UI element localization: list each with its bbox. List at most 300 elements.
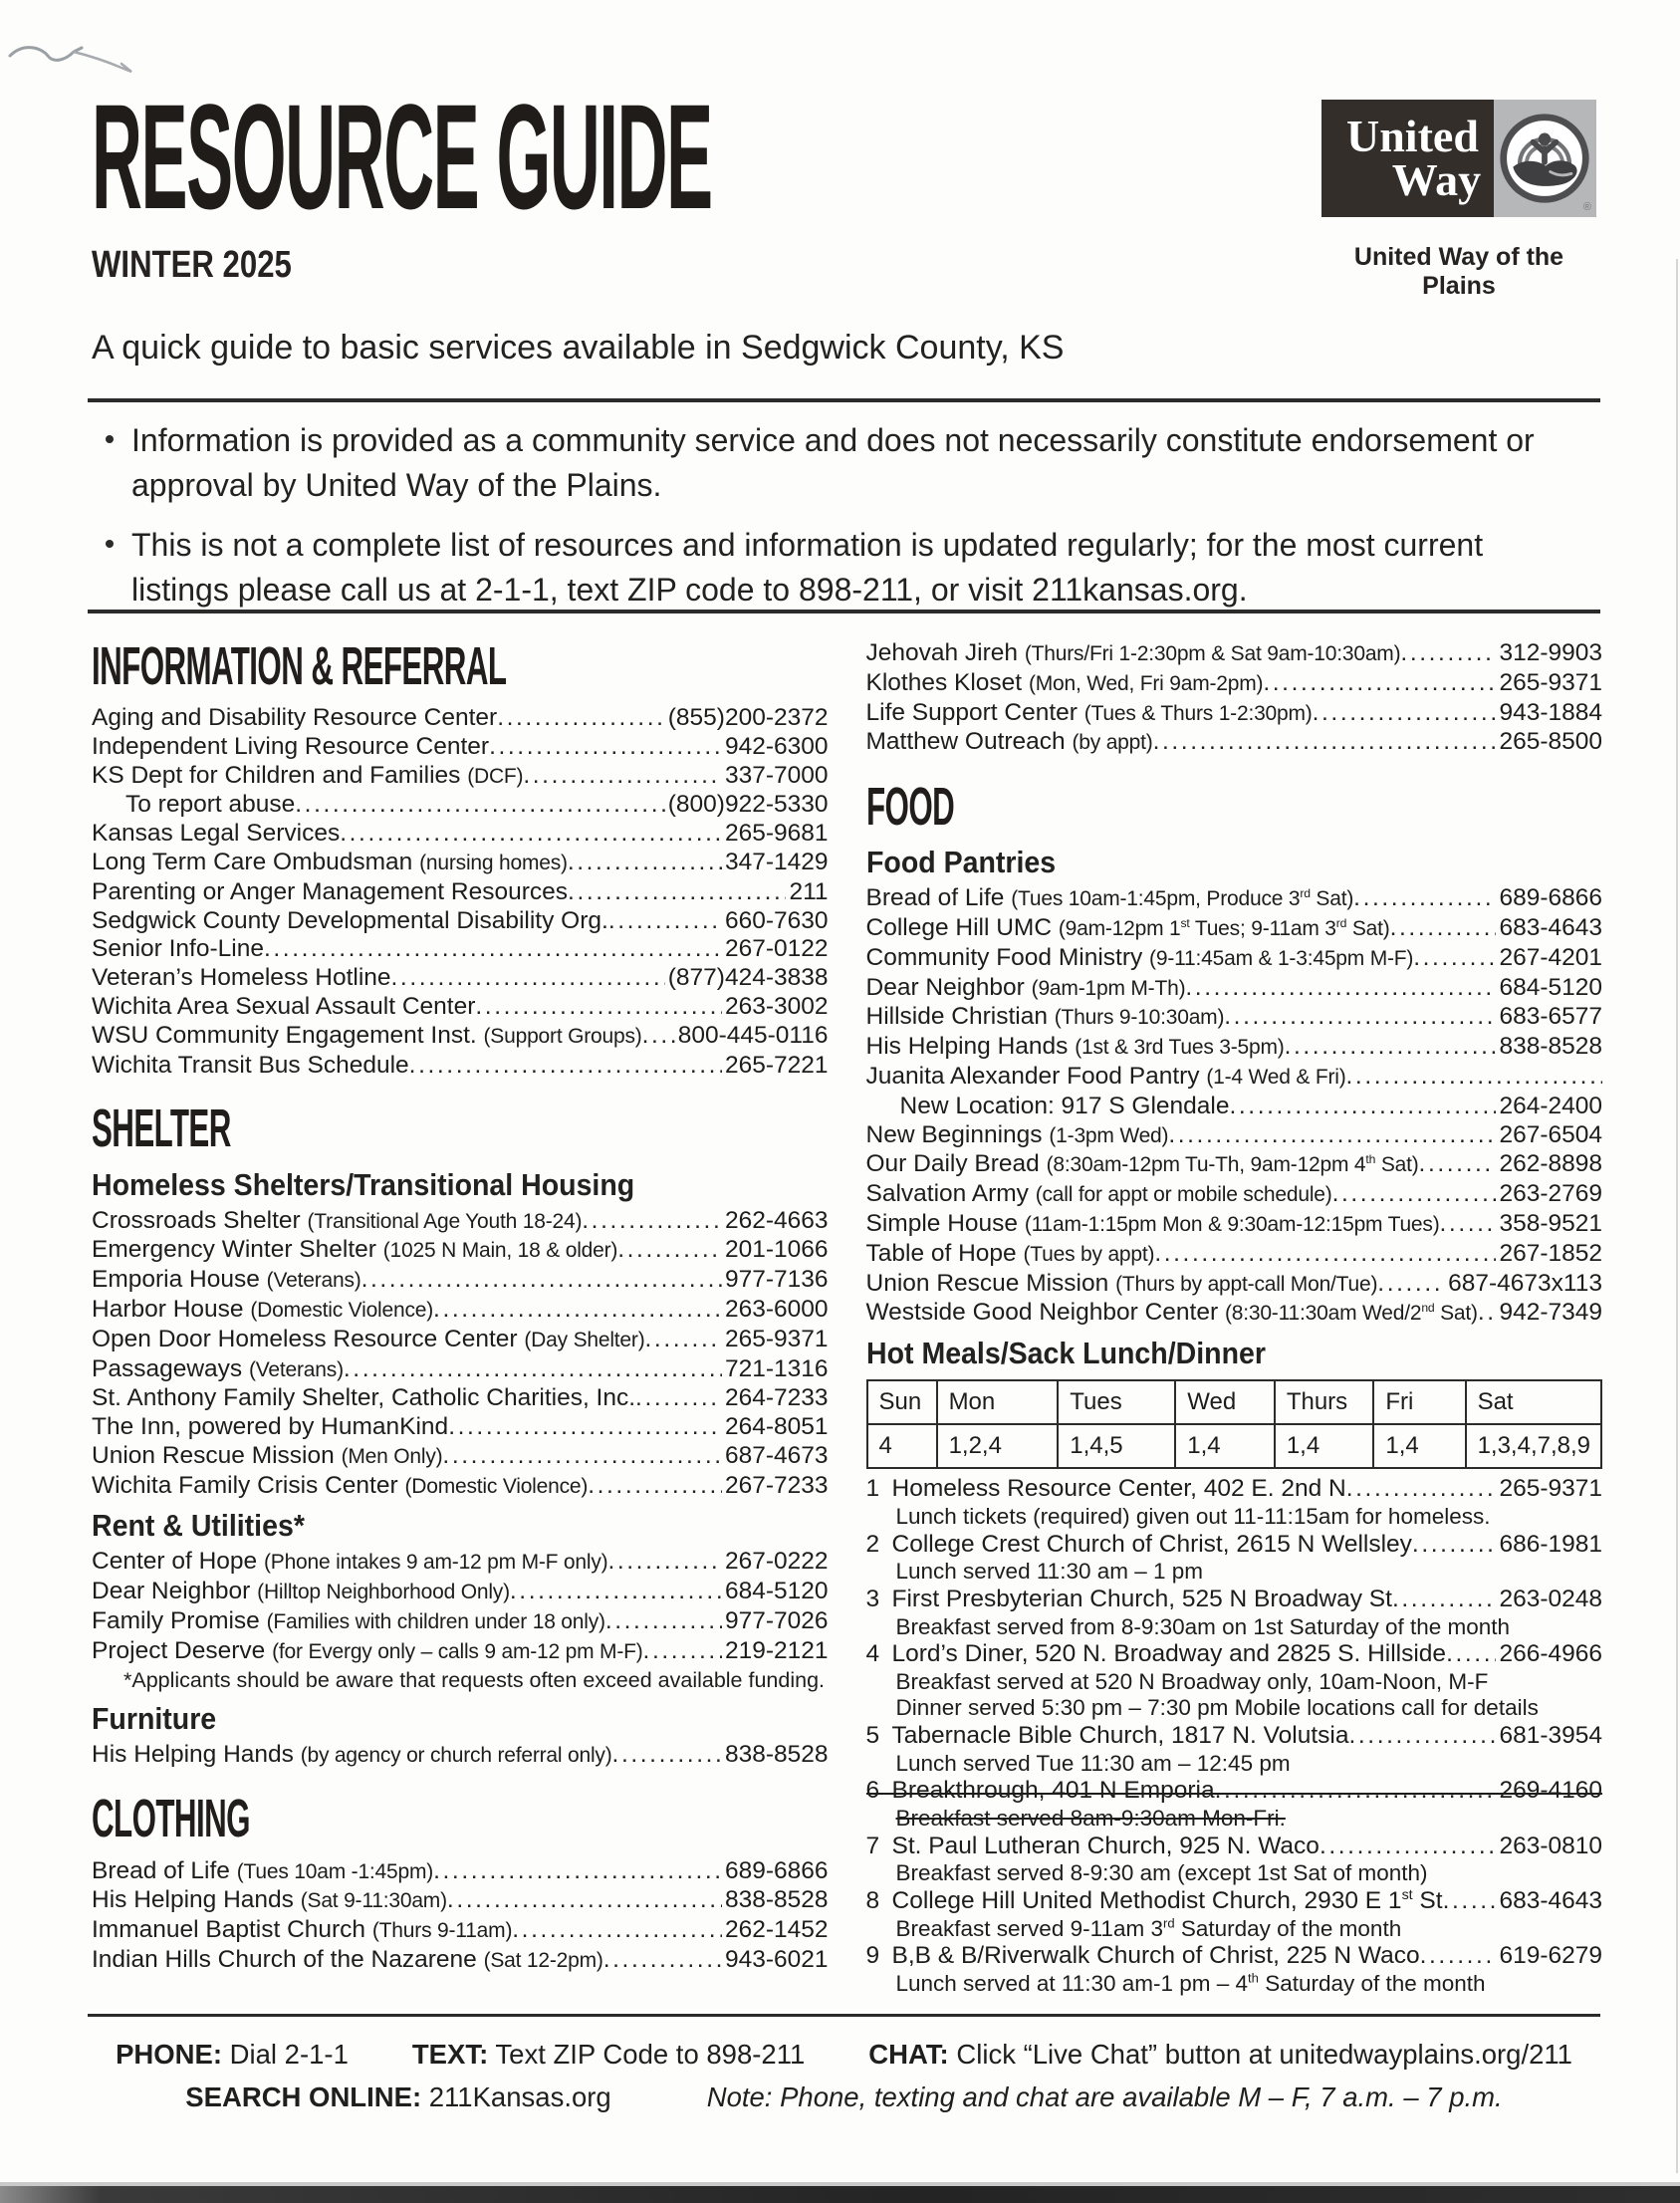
entry-phone: 262-1452	[724, 1916, 829, 1944]
footer-text-label: TEXT:	[411, 2039, 489, 2070]
entry-phone: 683-4643	[1499, 914, 1602, 942]
footer-text-value: Text ZIP Code to 898-211	[495, 2039, 806, 2070]
subsection-heading-text: Food Pantries	[865, 845, 1056, 880]
entry-phone: 684-5120	[724, 1578, 829, 1605]
entry-phone: 681-3954	[1499, 1721, 1602, 1749]
entry-phone: 263-3002	[724, 993, 829, 1021]
entry-label: Union Rescue Mission (Thurs by appt-call Mon/Tue)	[865, 1269, 1378, 1297]
entry-number: 3	[865, 1585, 880, 1612]
dot-leader	[1419, 1150, 1497, 1179]
entry-hours-note: (Support Groups)	[483, 1024, 642, 1048]
dot-leader	[635, 1384, 722, 1413]
directory-entry	[866, 669, 1603, 699]
directory-columns	[92, 639, 1602, 2014]
entry-label: Dear Neighbor (9am-1pm M-Th)	[865, 973, 1186, 1001]
entry-label: Passageways (Veterans)	[92, 1354, 344, 1382]
dot-leader	[344, 1355, 722, 1384]
entry-label: Open Door Homeless Resource Center (Day Shelter)	[92, 1325, 645, 1352]
dot-leader	[642, 1022, 675, 1051]
dot-leader	[1400, 639, 1496, 668]
entry-hours-note: (Sat 9-11:30am)	[300, 1889, 447, 1913]
entry-hours-note: (by agency or church referral only)	[300, 1743, 612, 1767]
section-heading	[92, 639, 829, 694]
document-header	[92, 73, 1596, 367]
entry-hours-note: (Veterans)	[248, 1357, 344, 1381]
directory-entry	[866, 1093, 1603, 1121]
entry-detail	[866, 1860, 1603, 1887]
directory-entry	[92, 1236, 829, 1266]
entry-phone: 262-4663	[724, 1206, 829, 1234]
entry-label: College Crest Church of Christ, 2615 N Wellsley	[891, 1530, 1412, 1558]
entry-label: Jehovah Jireh (Thurs/Fri 1-2:30pm & Sat 9am-10:30am)	[865, 639, 1401, 666]
dot-leader	[1377, 1270, 1445, 1299]
dot-leader	[603, 1946, 722, 1975]
dot-leader	[1446, 1640, 1496, 1669]
dot-leader	[1215, 1777, 1497, 1806]
footer-text	[412, 2039, 805, 2071]
directory-entry	[92, 1442, 829, 1472]
entry-label: College Hill UMC (9am-12pm 1st Tues; 9-11am 3rd Sat)	[865, 914, 1390, 942]
disclaimer-list	[96, 418, 1596, 627]
entry-detail-text: Breakfast served 8-9:30 am (except 1st Sat of month)	[895, 1860, 1428, 1886]
schedule-day-header: Tues	[1058, 1380, 1175, 1424]
entry-phone: 265-8500	[1499, 728, 1602, 756]
entry-hours-note: (Veterans)	[266, 1269, 361, 1293]
directory-entry	[92, 1052, 829, 1081]
directory-entry	[92, 1472, 829, 1502]
entry-label: Veteran’s Homeless Hotline	[92, 964, 391, 992]
entry-detail	[866, 1971, 1603, 1998]
logo-word-way: Way	[1391, 154, 1482, 205]
divider-top	[88, 398, 1600, 402]
directory-entry	[92, 1607, 829, 1637]
entry-phone: 683-6577	[1499, 1003, 1602, 1031]
schedule-day-header: Fri	[1373, 1380, 1465, 1424]
entry-label: Family Promise (Families with children under 18 only)	[92, 1607, 605, 1635]
united-way-icon	[1497, 111, 1592, 206]
dot-leader	[568, 878, 786, 907]
dot-leader	[1185, 974, 1496, 1003]
entry-label: His Helping Hands (Sat 9-11:30am)	[92, 1886, 447, 1914]
schedule-day-header: Wed	[1175, 1380, 1275, 1424]
directory-entry	[866, 1270, 1603, 1300]
entry-hours-note: (Tues 10am -1:45pm)	[236, 1859, 434, 1883]
dot-leader	[608, 907, 722, 936]
subsection-heading-text: Hot Meals/Sack Lunch/Dinner	[865, 1336, 1266, 1371]
entry-phone: 263-0248	[1499, 1585, 1602, 1612]
hot-meal-entry	[866, 1722, 1603, 1751]
entry-detail-text: Dinner served 5:30 pm – 7:30 pm Mobile locations call for details	[895, 1695, 1539, 1721]
dot-leader	[582, 1207, 722, 1236]
entry-phone: 267-6504	[1499, 1120, 1602, 1148]
directory-entry	[92, 733, 829, 762]
entry-phone: 684-5120	[1499, 973, 1602, 1001]
dot-leader	[361, 1266, 722, 1295]
directory-entry	[866, 1063, 1603, 1093]
entry-label: His Helping Hands (1st & 3rd Tues 3-5pm)	[865, 1033, 1285, 1061]
entry-phone: 619-6279	[1499, 1942, 1602, 1970]
entry-hours-note: (Men Only)	[341, 1444, 443, 1468]
entry-hours-note: (1st & 3rd Tues 3-5pm)	[1075, 1036, 1285, 1060]
directory-entry	[92, 1266, 829, 1296]
entry-detail-text: Breakfast served from 8-9:30am on 1st Saturday of the month	[895, 1613, 1511, 1639]
section-heading-text: FOOD	[865, 777, 954, 838]
entry-phone: (877)424-3838	[667, 964, 829, 992]
entry-phone: 943-6021	[724, 1945, 829, 1973]
directory-entry	[92, 1384, 829, 1413]
entry-phone: 265-9371	[1499, 668, 1602, 696]
entry-label: To report abuse	[125, 791, 296, 819]
entry-hours-note: (1-3pm Wed)	[1049, 1123, 1169, 1147]
entry-hours-note: (Tues by appt)	[1023, 1242, 1155, 1266]
directory-entry	[92, 762, 829, 792]
logo-word-united: United	[1346, 111, 1479, 162]
directory-entry	[866, 639, 1603, 669]
entry-label: Senior Info-Line	[92, 935, 264, 963]
entry-phone: 265-9681	[724, 820, 829, 848]
entry-detail	[866, 1806, 1603, 1833]
dot-leader	[1332, 1180, 1497, 1209]
entry-label: Klothes Kloset (Mon, Wed, Fri 9am-2pm)	[865, 668, 1264, 696]
dot-leader	[1353, 884, 1496, 913]
dot-leader	[1440, 1210, 1497, 1239]
entry-phone: 201-1066	[724, 1236, 829, 1264]
document-footer	[88, 2014, 1600, 2113]
schedule-day-header: Sun	[867, 1380, 937, 1424]
entry-number: 1	[865, 1475, 880, 1503]
dot-leader	[1346, 1475, 1497, 1504]
hot-meals-schedule-table	[866, 1379, 1603, 1469]
directory-entry	[92, 1355, 829, 1385]
entry-detail-text: Breakfast served at 520 N Broadway only, 10am-Noon, M-F	[895, 1668, 1489, 1694]
edition-text: WINTER 2025	[92, 243, 292, 286]
entry-detail-text: Breakfast served 8am-9:30am Mon-Fri.	[895, 1806, 1286, 1831]
schedule-codes-cell: 1,4	[1373, 1424, 1465, 1468]
hot-meal-entry	[866, 1942, 1603, 1971]
dot-leader	[1168, 1121, 1496, 1150]
entry-label: Project Deserve (for Evergy only – calls 9 am-12 pm M-F)	[92, 1636, 643, 1664]
entry-phone: 689-6866	[1499, 884, 1602, 912]
footer-chat-label: CHAT:	[868, 2039, 949, 2070]
subsection-heading	[92, 1701, 829, 1737]
footer-chat-value: Click “Live Chat” button at unitedwayplains.org/211	[956, 2039, 1572, 2070]
dot-leader	[510, 1578, 722, 1606]
section-heading-text: CLOTHING	[92, 1789, 250, 1849]
entry-label: Aging and Disability Resource Center	[92, 704, 498, 732]
entry-phone: (800)922-5330	[667, 791, 829, 819]
directory-entry	[866, 1180, 1603, 1210]
united-way-logo	[1321, 100, 1596, 301]
entry-phone: 267-1852	[1499, 1239, 1602, 1267]
directory-entry	[866, 1240, 1603, 1270]
directory-entry	[866, 1299, 1603, 1329]
dot-leader	[617, 1236, 722, 1265]
entry-label: Union Rescue Mission (Men Only)	[92, 1441, 443, 1469]
united-way-logo-box	[1321, 100, 1596, 217]
entry-label: Matthew Outreach (by appt)	[865, 728, 1153, 756]
directory-entry	[92, 935, 829, 964]
directory-entry	[92, 1022, 829, 1052]
entry-hours-note: (Thurs/Fri 1-2:30pm & Sat 9am-10:30am)	[1024, 642, 1401, 665]
dot-leader	[1320, 1833, 1497, 1861]
divider-footer	[88, 2014, 1600, 2017]
entry-number: 9	[865, 1942, 880, 1970]
entry-label: Salvation Army (call for appt or mobile schedule)	[865, 1180, 1332, 1208]
entry-label: Life Support Center (Tues & Thurs 1-2:30pm)	[865, 698, 1313, 726]
entry-detail-text: Lunch served Tue 11:30 am – 12:45 pm	[895, 1750, 1291, 1776]
dot-leader	[605, 1607, 722, 1636]
entry-phone: 211	[789, 877, 829, 905]
entry-label: Indian Hills Church of the Nazarene (Sat 12-2pm)	[92, 1945, 603, 1973]
subsection-heading-text: Homeless Shelters/Transitional Housing	[92, 1166, 635, 1202]
entry-phone: 347-1429	[724, 849, 829, 876]
subsection-heading-text: Rent & Utilities*	[92, 1508, 305, 1544]
schedule-codes-cell: 1,4,5	[1058, 1424, 1175, 1468]
entry-label: Wichita Transit Bus Schedule	[92, 1051, 409, 1079]
entry-label: Community Food Ministry (9-11:45am & 1-3:45pm M-F)	[865, 943, 1414, 971]
hot-meal-entry	[866, 1833, 1603, 1861]
schedule-codes-cell: 1,4	[1175, 1424, 1275, 1468]
entry-phone: 687-4673	[724, 1441, 829, 1469]
entry-detail-text: Lunch tickets (required) given out 11-11:15am for homeless.	[895, 1504, 1491, 1530]
entry-label: Homeless Resource Center, 402 E. 2nd N	[891, 1475, 1346, 1503]
entry-detail-text: Lunch served at 11:30 am-1 pm – 4th Saturday of the month	[895, 1970, 1486, 1996]
entry-hours-note: (Tues 10am-1:45pm, Produce 3rd Sat)	[1011, 886, 1354, 911]
directory-entry	[92, 1207, 829, 1237]
entry-detail-text: Breakfast served 9-11am 3rd Saturday of the month	[895, 1915, 1402, 1941]
entry-hours-note: (Mon, Wed, Fri 9am-2pm)	[1028, 671, 1264, 695]
directory-entry	[92, 1326, 829, 1355]
schedule-codes-cell: 1,4	[1275, 1424, 1374, 1468]
entry-label: Westside Good Neighbor Center (8:30-11:30am Wed/2nd Sat)	[865, 1299, 1478, 1327]
united-way-emblem	[1494, 100, 1596, 217]
entry-phone: 266-4966	[1499, 1640, 1602, 1668]
directory-entry	[92, 1296, 829, 1326]
entry-detail	[866, 1916, 1603, 1943]
directory-entry	[866, 1003, 1603, 1033]
directory-entry	[866, 728, 1603, 758]
entry-phone: 660-7630	[724, 906, 829, 934]
entry-hours-note: (nursing homes)	[419, 852, 568, 875]
hot-meal-entry	[866, 1475, 1603, 1504]
entry-label: Immanuel Baptist Church (Thurs 9-11am)	[92, 1916, 513, 1944]
footer-search-value: 211Kansas.org	[428, 2081, 611, 2112]
divider-mid	[88, 610, 1600, 613]
entry-label: KS Dept for Children and Families (DCF)	[92, 761, 524, 789]
entry-label: Wichita Area Sexual Assault Center	[92, 993, 476, 1021]
entry-label: Long Term Care Ombudsman (nursing homes)	[92, 849, 568, 876]
entry-label: Juanita Alexander Food Pantry (1-4 Wed & Fri)	[865, 1063, 1346, 1091]
subsection-heading-text: Furniture	[92, 1700, 217, 1736]
dot-leader	[433, 1296, 722, 1325]
footer-search-line	[88, 2081, 1600, 2113]
dot-leader	[1390, 914, 1497, 943]
entry-label: Hillside Christian (Thurs 9-10:30am)	[865, 1003, 1225, 1031]
entry-hours-note: (Transitional Age Youth 18-24)	[307, 1209, 583, 1233]
dot-leader	[489, 733, 722, 762]
entry-detail-text: Lunch served 11:30 am – 1 pm	[895, 1559, 1204, 1585]
entry-hours-note: (Families with children under 18 only)	[266, 1610, 605, 1634]
dot-leader	[1478, 1299, 1497, 1328]
schedule-codes-cell: 1,3,4,7,8,9	[1466, 1424, 1601, 1468]
dot-leader	[1153, 728, 1497, 757]
entry-phone: 800-445-0116	[677, 1021, 829, 1049]
dot-leader	[1420, 1942, 1497, 1971]
entry-hours-note: (call for appt or mobile schedule)	[1035, 1183, 1332, 1207]
dot-leader	[512, 1916, 722, 1945]
entry-label: WSU Community Engagement Inst. (Support Groups)	[92, 1021, 642, 1049]
directory-entry	[92, 1548, 829, 1578]
entry-phone: 269-4160	[1499, 1777, 1602, 1805]
entry-phone: 838-8528	[724, 1886, 829, 1914]
entry-hours-note: (9am-12pm 1st Tues; 9-11am 3rd Sat)	[1058, 916, 1390, 941]
directory-entry	[92, 964, 829, 993]
footer-phone-value: Dial 2-1-1	[229, 2039, 349, 2070]
entry-phone: 262-8898	[1499, 1150, 1602, 1178]
dot-leader	[612, 1741, 722, 1770]
directory-entry	[92, 1857, 829, 1887]
hot-meal-entry	[866, 1640, 1603, 1669]
footer-phone-label: PHONE:	[116, 2039, 223, 2070]
directory-entry	[866, 914, 1603, 944]
entry-hours-note: (for Evergy only – calls 9 am-12 pm M-F)	[272, 1639, 643, 1663]
directory-entry	[92, 1916, 829, 1946]
directory-entry	[92, 849, 829, 878]
directory-entry	[866, 699, 1603, 729]
entry-label: Our Daily Bread (8:30am-12pm Tu-Th, 9am-12pm 4th Sat)	[865, 1150, 1419, 1178]
entry-label: Center of Hope (Phone intakes 9 am-12 pm M-F only)	[92, 1548, 608, 1576]
right-column	[866, 639, 1603, 2014]
footer-search	[185, 2081, 610, 2113]
dot-leader	[264, 935, 722, 964]
entry-detail	[866, 1504, 1603, 1531]
entry-phone: 267-0122	[724, 935, 829, 963]
entry-phone: 721-1316	[724, 1354, 829, 1382]
subsection-heading	[92, 1167, 829, 1203]
logo-caption: United Way of the Plains	[1353, 243, 1564, 300]
entry-label: Crossroads Shelter (Transitional Age Youth 18-24)	[92, 1206, 583, 1234]
entry-phone: 264-7233	[724, 1384, 829, 1412]
entry-label: His Helping Hands (by agency or church referral only)	[92, 1740, 612, 1768]
dot-leader	[1229, 1093, 1496, 1121]
entry-phone: 683-4643	[1499, 1886, 1602, 1914]
entry-phone: 265-9371	[724, 1325, 829, 1352]
entry-phone: 942-6300	[724, 732, 829, 760]
subsection-heading	[866, 845, 1603, 880]
disclaimer-item: Information is provided as a community service and does not necessarily constitute endorsement or approval by United Way of the Plains.	[96, 418, 1560, 509]
entry-number: 8	[865, 1886, 880, 1914]
hot-meal-entry	[866, 1586, 1603, 1614]
entry-hours-note: (Day Shelter)	[524, 1328, 645, 1351]
entry-phone: 838-8528	[724, 1740, 829, 1768]
entry-label: B,B & B/Riverwalk Church of Christ, 225 N Waco	[891, 1942, 1420, 1970]
dot-leader	[1412, 1531, 1497, 1560]
entry-label: Sedgwick County Developmental Disability Org.	[92, 906, 608, 934]
dot-leader	[497, 704, 665, 733]
entry-phone: 838-8528	[1499, 1033, 1602, 1061]
directory-entry	[92, 1637, 829, 1667]
entry-label: College Hill United Methodist Church, 2930 E 1st St	[891, 1886, 1443, 1914]
entry-label: Lord’s Diner, 520 N. Broadway and 2825 S. Hillside	[891, 1640, 1447, 1668]
directory-entry	[92, 1578, 829, 1607]
entry-label: Independent Living Resource Center	[92, 732, 490, 760]
entry-label: Wichita Family Crisis Center (Domestic Violence)	[92, 1471, 589, 1499]
entry-phone: 267-4201	[1499, 943, 1602, 971]
entry-label: Bread of Life (Tues 10am -1:45pm)	[92, 1856, 434, 1884]
entry-label: Bread of Life (Tues 10am-1:45pm, Produce 3rd Sat)	[865, 884, 1354, 912]
entry-phone: 686-1981	[1499, 1530, 1602, 1558]
hot-meal-entry	[866, 1777, 1603, 1806]
entry-hours-note: (Thurs 9-10:30am)	[1054, 1006, 1225, 1030]
dot-leader	[1285, 1033, 1497, 1062]
entry-label: St. Paul Lutheran Church, 925 N. Waco	[891, 1832, 1320, 1859]
section-heading	[92, 1789, 829, 1849]
entry-phone: 337-7000	[724, 761, 829, 789]
entry-label: Breakthrough, 401 N Emporia	[891, 1777, 1215, 1805]
entry-hours-note: (Tues & Thurs 1-2:30pm)	[1083, 701, 1313, 725]
entry-label: First Presbyterian Church, 525 N Broadway St	[891, 1585, 1392, 1612]
entry-phone: 264-8051	[724, 1413, 829, 1441]
left-column	[92, 639, 829, 2014]
entry-phone: 263-6000	[724, 1295, 829, 1323]
entry-phone: (855)200-2372	[667, 704, 829, 732]
schedule-day-header: Mon	[937, 1380, 1059, 1424]
entry-number: 2	[865, 1530, 880, 1558]
entry-phone: 977-7136	[724, 1266, 829, 1294]
dot-leader	[1443, 1887, 1497, 1916]
entry-phone: 977-7026	[724, 1607, 829, 1635]
dot-leader	[1313, 699, 1497, 728]
directory-entry	[92, 1413, 829, 1442]
dot-leader	[409, 1052, 722, 1081]
entry-hours-note: (Thurs by appt-call Mon/Tue)	[1115, 1272, 1378, 1296]
entry-hours-note: (Domestic Violence)	[404, 1474, 589, 1498]
dot-leader	[1346, 1063, 1603, 1092]
hot-meal-entry	[866, 1531, 1603, 1560]
section-footnote: *Applicants should be aware that requests often exceed available funding.	[123, 1667, 825, 1692]
entry-hours-note: (8:30-11:30am Wed/2nd Sat)	[1224, 1301, 1478, 1326]
footer-chat	[868, 2039, 1572, 2071]
entry-detail	[866, 1614, 1603, 1641]
entry-phone: 263-2769	[1499, 1180, 1602, 1208]
entry-number: 4	[865, 1640, 880, 1668]
entry-hours-note: (9-11:45am & 1-3:45pm M-F)	[1149, 946, 1414, 970]
dot-leader	[475, 993, 722, 1022]
directory-entry	[92, 1741, 829, 1771]
schedule-codes-cell: 4	[867, 1424, 937, 1468]
hot-meal-entry	[866, 1887, 1603, 1916]
entry-phone: 264-2400	[1499, 1092, 1602, 1119]
dot-leader	[295, 791, 665, 820]
entry-phone: 943-1884	[1499, 698, 1602, 726]
entry-phone: 265-9371	[1499, 1475, 1602, 1503]
dot-leader	[568, 849, 722, 877]
dot-leader	[1413, 944, 1496, 973]
footer-search-label: SEARCH ONLINE:	[185, 2081, 422, 2112]
directory-entry	[866, 1121, 1603, 1151]
entry-hours-note: (by appt)	[1072, 731, 1153, 755]
registered-mark: ®	[1582, 201, 1591, 213]
dot-leader	[523, 762, 722, 791]
entry-hours-note: (1-4 Wed & Fri)	[1206, 1066, 1346, 1090]
dot-leader	[442, 1442, 722, 1471]
directory-entry	[92, 704, 829, 733]
section-heading-text: SHELTER	[92, 1099, 231, 1159]
document-subtitle: A quick guide to basic services available in Sedgwick County, KS	[92, 328, 1065, 367]
dot-leader	[1224, 1003, 1496, 1032]
directory-entry	[866, 974, 1603, 1004]
entry-phone: 358-9521	[1499, 1210, 1602, 1238]
